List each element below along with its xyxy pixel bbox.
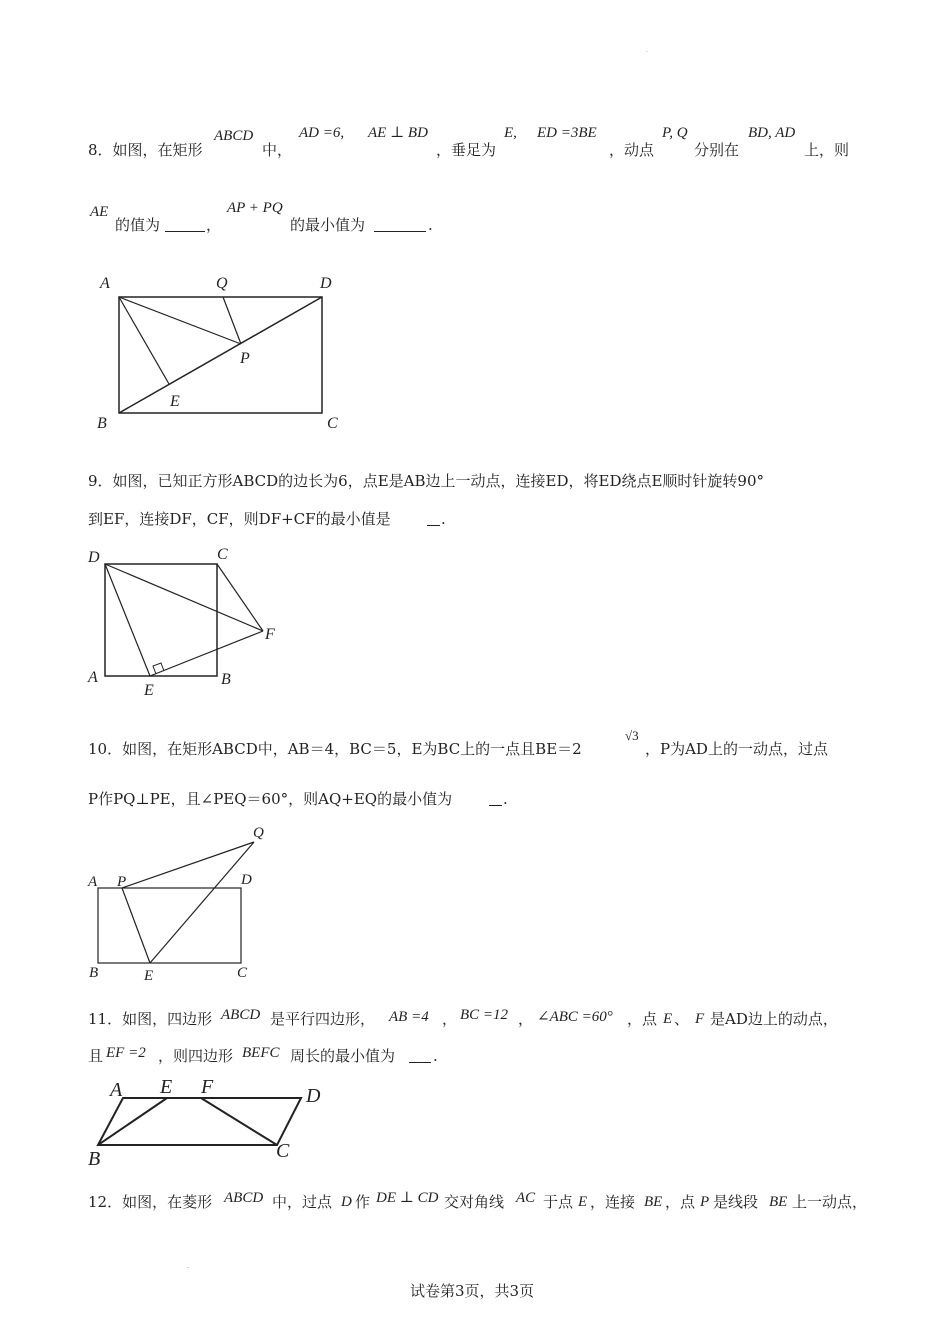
q11-ef-eq: EF =2 <box>106 1045 146 1061</box>
q8-label-d: D <box>320 275 332 292</box>
q11-label-c: C <box>276 1140 290 1162</box>
q11-segment-fc <box>201 1098 277 1145</box>
q8-comma: ， <box>206 216 222 234</box>
q10-label-e: E <box>144 968 154 984</box>
q9-tail: . <box>441 510 446 528</box>
q12-abcd: ABCD <box>224 1190 264 1206</box>
q10-rectangle <box>98 888 241 963</box>
q8-label-a: A <box>100 275 110 292</box>
q8-foot-text: ，垂足为 <box>436 141 497 159</box>
q10-line-1b: ，P为AD上的一动点，过点 <box>645 740 828 758</box>
q8-bd-ad: BD, AD <box>748 125 796 141</box>
q8-ae-perp: AE ⊥ BD <box>368 125 428 141</box>
q9-label-d: D <box>88 549 100 566</box>
q11-answer-blank[interactable] <box>409 1050 431 1063</box>
q10-segment-pe <box>122 888 150 963</box>
q11-segment-be <box>98 1098 167 1145</box>
q10-label-q: Q <box>253 825 264 841</box>
q10-sqrt3: √3 <box>625 728 639 743</box>
q12-point-p: P <box>700 1194 710 1210</box>
q9-square <box>105 564 217 676</box>
q11-parallelogram-text: 是平行四边形， <box>270 1010 376 1028</box>
q11-abcd: ABCD <box>221 1007 261 1023</box>
q8-moving-text: ，动点 <box>609 141 655 159</box>
q11-point-e: E <box>663 1011 673 1027</box>
q9-label-a: A <box>88 669 98 686</box>
q11-label-e: E <box>160 1076 173 1098</box>
q8-pq: P, Q <box>662 125 688 141</box>
q10-label-d: D <box>241 872 252 888</box>
top-mark: . <box>646 47 648 54</box>
q11-intro: 11．如图，四边形 <box>88 1010 213 1028</box>
q12-connect: ，连接 <box>590 1193 636 1211</box>
q10-answer-blank[interactable] <box>489 793 502 806</box>
q12-ac: AC <box>516 1190 536 1206</box>
q8-segment-ap <box>119 297 241 344</box>
q8-fenbie: 分别在 <box>694 141 740 159</box>
q11-quad-text: ，则四边形 <box>158 1047 234 1065</box>
q8-label-p: P <box>240 350 250 367</box>
q8-rect-name: ABCD <box>214 128 254 144</box>
q12-zuo: 作 <box>355 1193 371 1211</box>
q9-answer-blank[interactable] <box>427 513 440 526</box>
q8-diagonal-bd <box>119 297 322 413</box>
q8-period: . <box>428 216 433 234</box>
q8-ae: AE <box>90 204 109 220</box>
q11-ab-eq: AB =4 <box>389 1009 429 1025</box>
q11-comma-1: ， <box>442 1010 458 1028</box>
q8-shang: 上，则 <box>804 141 850 159</box>
page-footer: 试卷第3页，共3页 <box>410 1282 535 1300</box>
q12-be-2: BE <box>769 1194 788 1210</box>
q8-ad-eq: AD =6, <box>299 125 345 141</box>
q8-min-of: 的最小值为 <box>290 216 366 234</box>
q8-figure <box>90 268 350 438</box>
q11-befc: BEFC <box>242 1045 280 1061</box>
q11-angle: ∠ABC =60° <box>537 1009 613 1025</box>
q11-label-a: A <box>110 1079 123 1101</box>
q11-perimeter-text: 周长的最小值为 <box>290 1047 396 1065</box>
q12-de-perp: DE ⊥ CD <box>376 1190 439 1206</box>
q9-figure <box>84 544 284 700</box>
q11-bc-eq: BC =12 <box>460 1007 509 1023</box>
q10-tail: . <box>503 790 508 808</box>
q9-line-2: 到EF，连接DF，CF，则DF+CF的最小值是 <box>88 510 391 528</box>
q11-figure <box>86 1070 336 1170</box>
q9-label-b: B <box>221 671 231 688</box>
q8-zhong: 中， <box>262 141 293 159</box>
q11-label-b: B <box>88 1148 101 1170</box>
q10-label-b: B <box>89 965 99 981</box>
q12-point-e: E <box>578 1194 588 1210</box>
q10-figure <box>84 820 284 986</box>
q12-at-point: 于点 <box>543 1193 574 1211</box>
q8-label-q: Q <box>216 275 228 292</box>
q11-label-d: D <box>306 1085 321 1107</box>
q8-answer-blank-1[interactable] <box>165 219 205 232</box>
q9-segment-ef <box>150 631 263 676</box>
q8-segment-pq <box>223 297 241 344</box>
q12-point-d: D <box>341 1194 352 1210</box>
q10-line-1a: 10．如图，在矩形ABCD中，AB＝4，BC＝5，E为BC上的一点且BE＝2 <box>88 740 582 758</box>
q12-be: BE <box>644 1194 663 1210</box>
q8-value-of: 的值为 <box>115 216 161 234</box>
q8-number: 8．如图，在矩形 <box>88 141 203 159</box>
q9-label-e: E <box>144 682 154 699</box>
q11-point-text: ，点 <box>627 1010 658 1028</box>
q10-label-a: A <box>88 874 98 890</box>
q11-dunhao: 、 <box>674 1010 690 1028</box>
q10-line-2: P作PQ⊥PE，且∠PEQ＝60°，则AQ+EQ的最小值为 <box>88 790 453 808</box>
q9-label-f: F <box>265 626 275 643</box>
q11-label-f: F <box>201 1076 214 1098</box>
bottom-mark: . <box>187 1263 189 1270</box>
q11-moving-text: 是AD边上的动点， <box>710 1010 838 1028</box>
q12-segment-text: 是线段 <box>713 1193 759 1211</box>
q11-qie: 且 <box>88 1047 104 1065</box>
q11-point-f: F <box>695 1011 705 1027</box>
q10-label-c: C <box>237 965 248 981</box>
q11-comma-2: ， <box>518 1010 534 1028</box>
q11-tail: . <box>433 1047 438 1065</box>
q8-ap-pq: AP + PQ <box>227 200 283 216</box>
q10-label-p: P <box>117 874 127 890</box>
q9-label-c: C <box>217 546 228 563</box>
q8-label-b: B <box>97 415 107 432</box>
q8-label-c: C <box>327 415 338 432</box>
q8-ed-eq: ED =3BE <box>537 125 597 141</box>
q12-point-text: ，点 <box>665 1193 696 1211</box>
q8-point-e: E, <box>504 125 517 141</box>
q9-line-1: 9．如图，已知正方形ABCD的边长为6，点E是AB边上一动点，连接ED，将ED绕点E顺时针旋转90° <box>88 472 765 490</box>
q12-through-point: 中，过点 <box>272 1193 333 1211</box>
q12-moving-point: 上一动点， <box>792 1193 868 1211</box>
q12-diagonal-text: 交对角线 <box>444 1193 505 1211</box>
q8-segment-ae <box>119 297 169 384</box>
q12-intro: 12．如图，在菱形 <box>88 1193 213 1211</box>
q11-parallelogram <box>98 1098 301 1145</box>
q8-answer-blank-2[interactable] <box>374 219 426 232</box>
q8-label-e: E <box>170 393 180 410</box>
